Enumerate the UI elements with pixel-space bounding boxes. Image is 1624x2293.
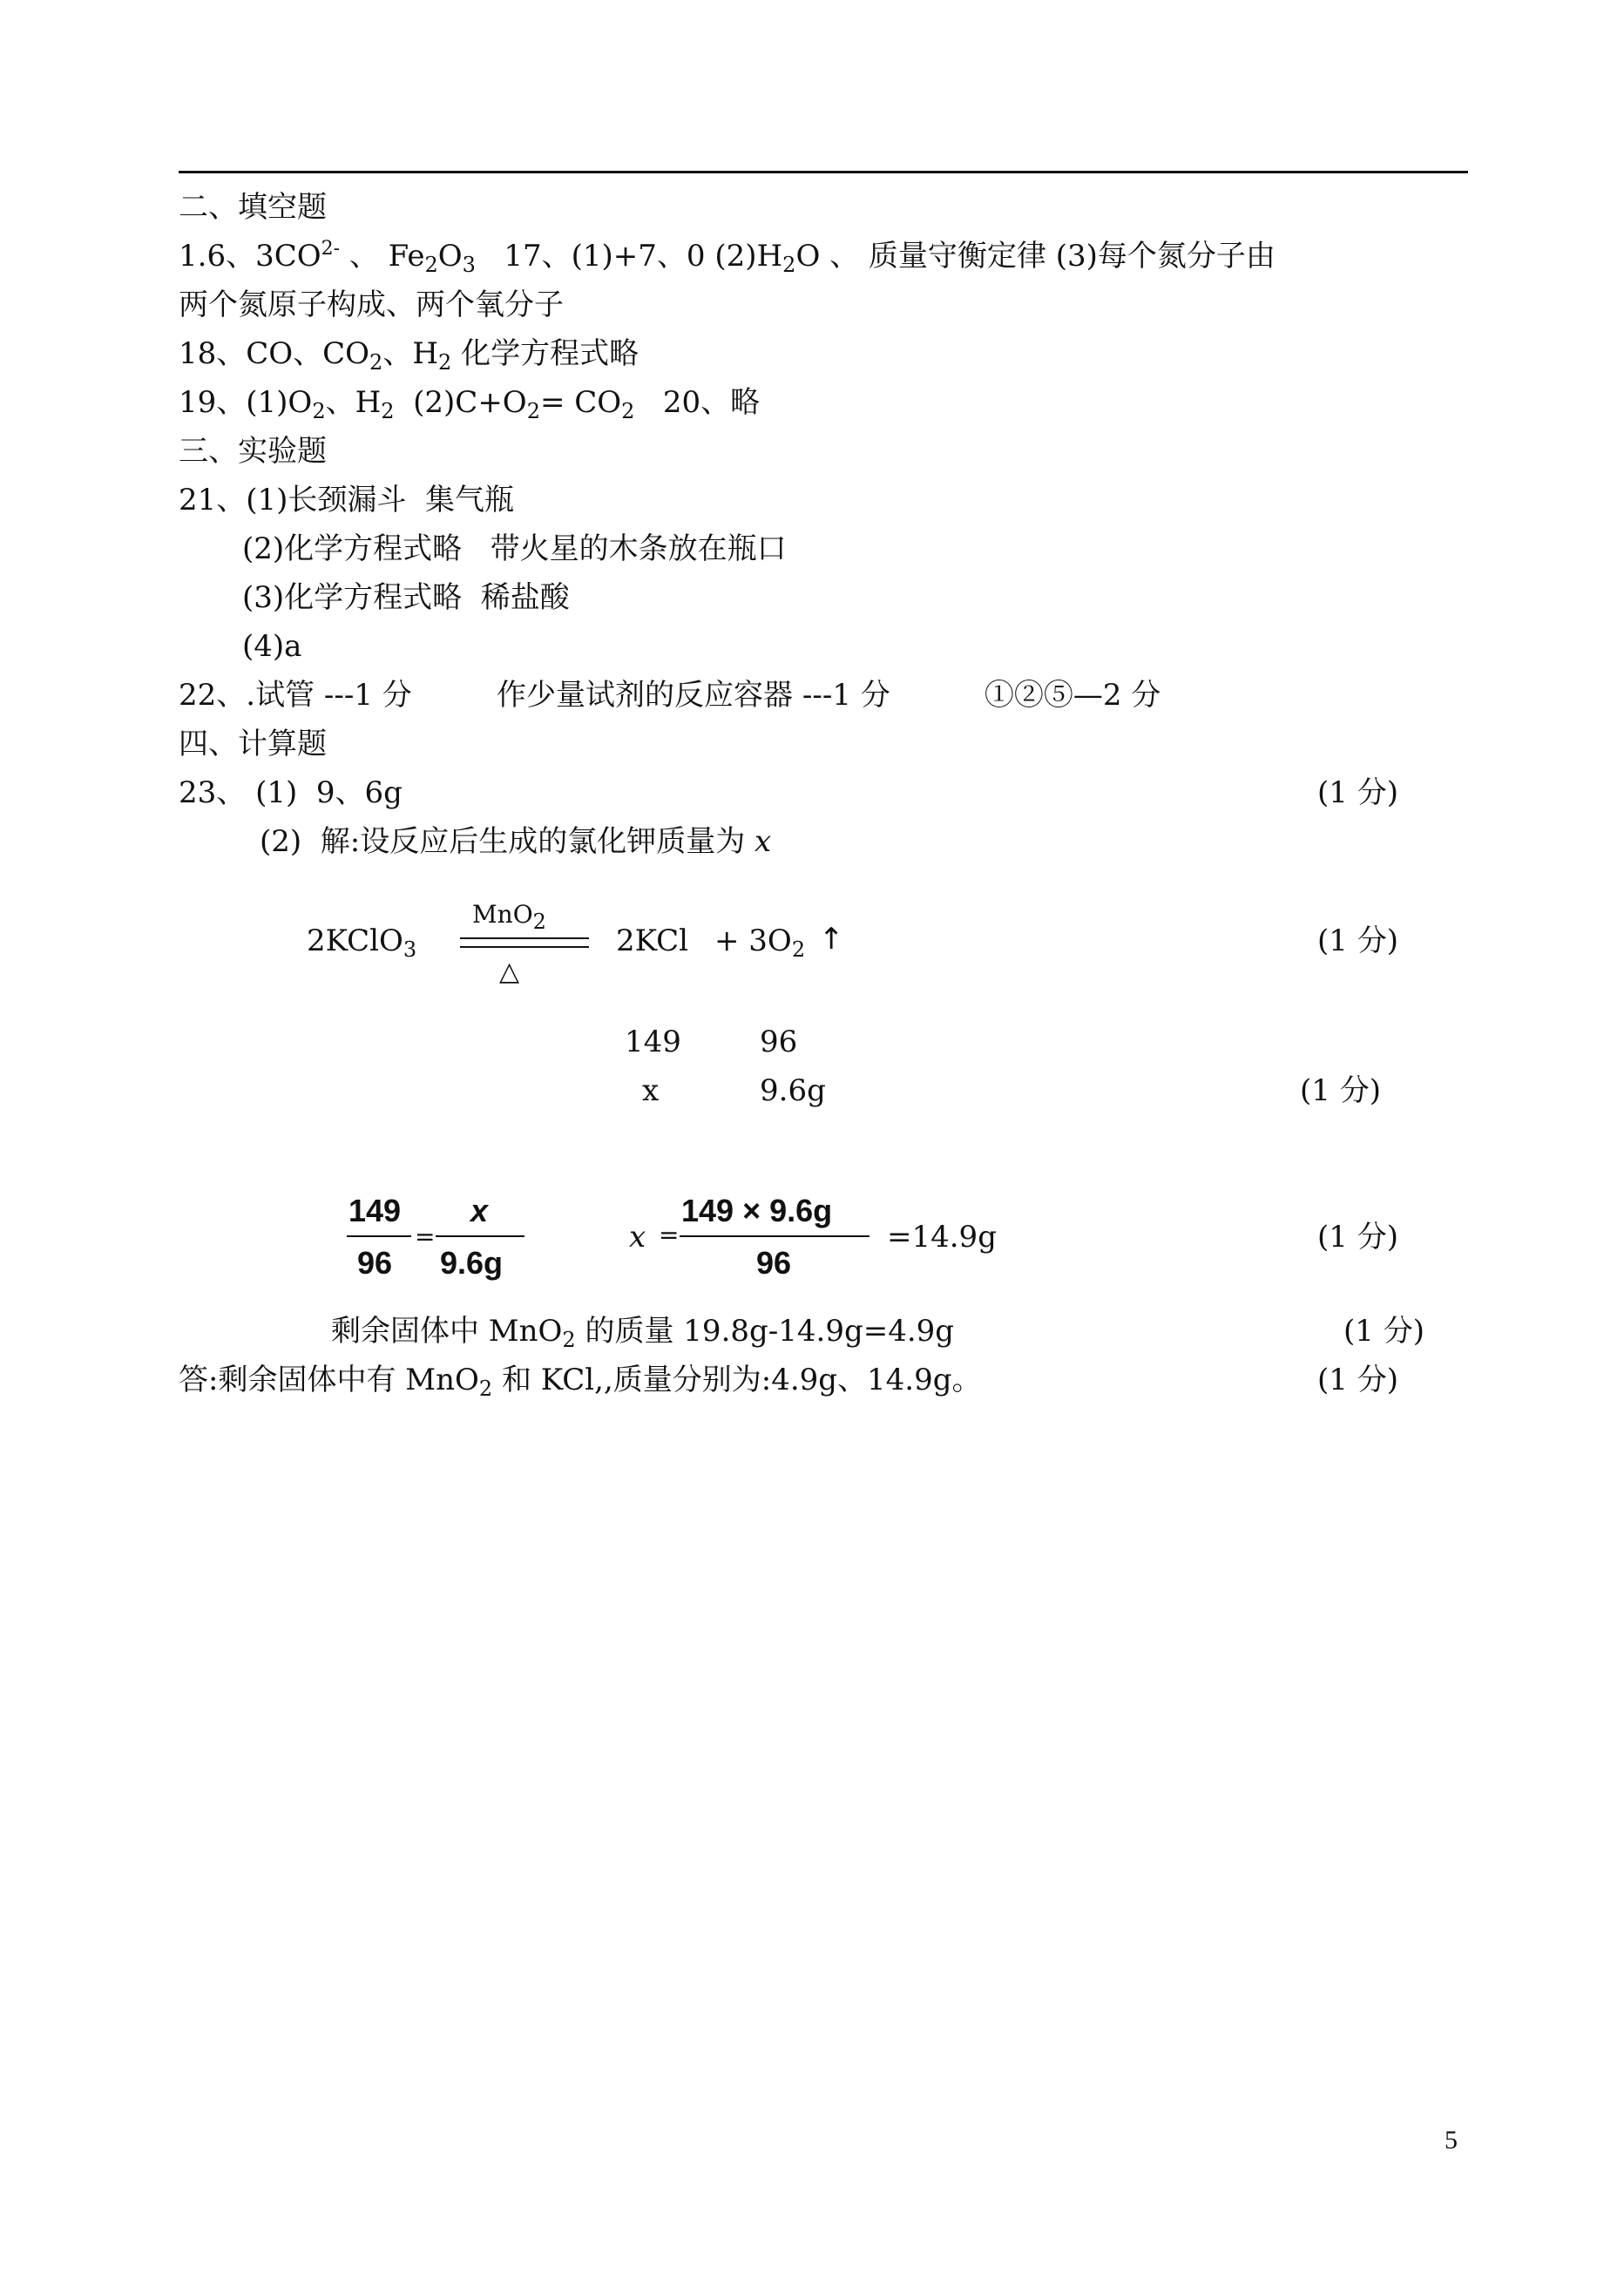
mass-o2: 9.6g	[760, 1073, 826, 1108]
result-value: =14.9g	[887, 1220, 997, 1255]
fraction3-numerator: 149 × 9.6g	[681, 1193, 833, 1228]
score-ratio: (1 分)	[1300, 1073, 1381, 1108]
fraction1-denominator: 96	[357, 1245, 393, 1281]
equals-sign-2: =	[659, 1221, 680, 1249]
section-title-experiment: 三、实验题	[179, 434, 327, 469]
fraction1-numerator: 149	[348, 1193, 402, 1228]
variable-x: x	[629, 1220, 646, 1255]
equation-product-o2: + $3O_2$	[714, 923, 806, 962]
section-title-fill-in: 二、填空题	[179, 190, 327, 225]
answer-23-1: 23、 (1) 9、6g	[179, 775, 403, 810]
equals-sign-1: =	[415, 1222, 436, 1251]
score-final-answer: (1 分)	[1317, 1363, 1398, 1397]
score-equation: (1 分)	[1317, 923, 1398, 958]
section-title-calculation: 四、计算题	[179, 727, 327, 761]
answer-22: 22、.试管 ---1 分 作少量试剂的反应容器 ---1 分 ①②⑤—2 分	[179, 678, 1161, 713]
answer-21-3: (3)化学方程式略 稀盐酸	[242, 580, 570, 615]
answer-16-17: 1.6、$3CO^{2-}$ 、 $Fe_2O_3$ 17、(1)+7、0 $(2)H_2O$ 、 质量守衡定律 (3)每个氮分子由	[179, 238, 1276, 277]
molar-mass-kcl: 149	[625, 1025, 681, 1059]
final-answer: 答:剩余固体中有 MnO$_2$ 和 KCl,,质量分别为:4.9g、14.9g。	[179, 1363, 982, 1401]
answer-21-4: (4)a	[242, 629, 302, 664]
page-number: 5	[1445, 2126, 1458, 2154]
equation-catalyst: MnO$_2$	[472, 900, 546, 934]
answer-17-continued: 两个氮原子构成、两个氧分子	[179, 287, 564, 322]
fraction2-numerator: x	[470, 1193, 489, 1228]
fraction3-bar	[680, 1235, 870, 1237]
equation-double-line-bottom	[460, 946, 589, 948]
molar-mass-o2: 96	[760, 1025, 798, 1059]
remaining-mno2-mass: 剩余固体中 MnO$_2$ 的质量 19.8g-14.9g=4.9g	[331, 1314, 955, 1352]
equation-heat-symbol: △	[499, 957, 520, 987]
fraction3-denominator: 96	[756, 1245, 792, 1281]
header-rule	[179, 171, 1468, 173]
answer-21-1: 21、(1)长颈漏斗 集气瓶	[179, 483, 515, 517]
score-23-1: (1 分)	[1317, 775, 1398, 810]
equation-double-line-top	[460, 937, 589, 939]
answer-19-20: 19、$(1)O_2$、$H_2$ $(2)C+O_2= CO_2$ 20、略	[179, 385, 761, 423]
fraction2-denominator: 9.6g	[440, 1245, 504, 1281]
answer-18: 18、CO、$CO_2$、$H_2$ 化学方程式略	[179, 336, 639, 375]
answer-23-2: (2) 解:设反应后生成的氯化钾质量为 x	[260, 824, 772, 859]
score-remaining: (1 分)	[1343, 1314, 1424, 1349]
fraction2-bar	[436, 1235, 524, 1237]
equation-reactant: 2KClO$_3$	[307, 923, 417, 962]
fraction1-bar	[347, 1235, 411, 1237]
score-proportion: (1 分)	[1317, 1220, 1398, 1255]
answer-21-2: (2)化学方程式略 带火星的木条放在瓶口	[242, 531, 787, 566]
gas-arrow-icon: ↑	[819, 922, 844, 957]
equation-product-kcl: 2KCl	[616, 923, 689, 958]
unknown-x: x	[642, 1073, 660, 1108]
